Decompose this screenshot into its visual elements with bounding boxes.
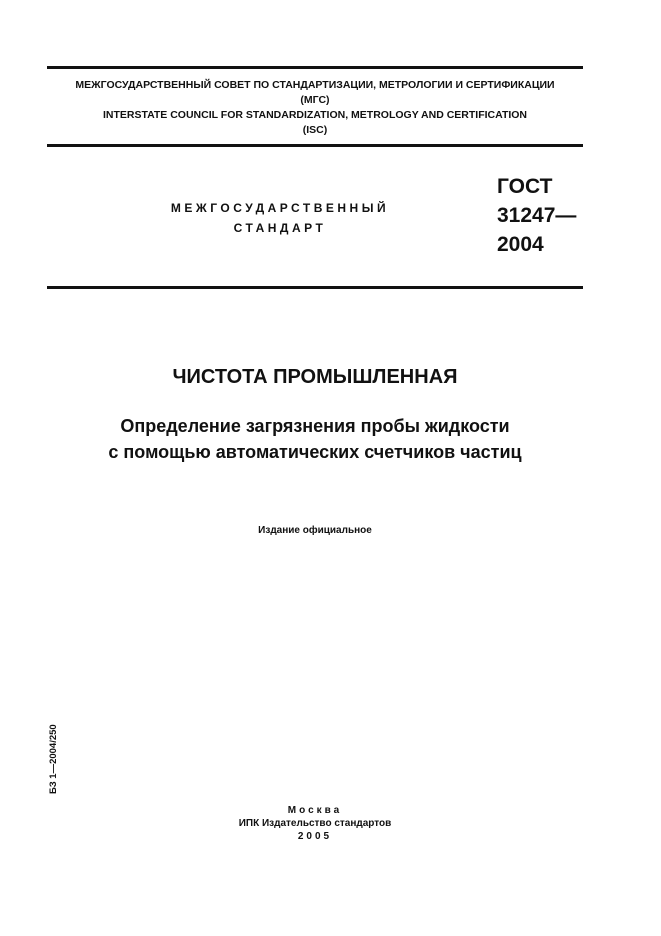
subtitle-line1: Определение загрязнения пробы жидкости xyxy=(120,416,510,436)
council-header xyxy=(47,78,583,138)
designation-prefix: ГОСТ xyxy=(497,175,553,198)
imprint xyxy=(47,804,583,843)
top-rule xyxy=(47,66,583,69)
designation-rule xyxy=(47,286,583,289)
standard-designation xyxy=(497,172,576,259)
council-name-ru: МЕЖГОСУДАРСТВЕННЫЙ СОВЕТ ПО СТАНДАРТИЗАЦИИ, МЕТРОЛОГИИ И СЕРТИФИКАЦИИ xyxy=(75,79,555,91)
imprint-publisher: ИПК Издательство стандартов xyxy=(238,818,392,829)
council-abbr-ru: (МГС) xyxy=(300,94,330,106)
standard-kind-line2: СТАНДАРТ xyxy=(233,221,327,235)
imprint-year: 2005 xyxy=(297,831,333,842)
side-code: БЗ 1—2004/250 xyxy=(48,724,59,794)
designation-year: 2004 xyxy=(497,233,544,256)
standard-kind xyxy=(110,198,450,238)
document-subtitle xyxy=(47,413,583,465)
edition-note: Издание официальное xyxy=(258,525,372,536)
imprint-city: Москва xyxy=(287,805,343,816)
standard-kind-line1: МЕЖГОСУДАРСТВЕННЫЙ xyxy=(170,201,390,215)
subtitle-line2: с помощью автоматических счетчиков частиц xyxy=(108,442,522,462)
header-rule xyxy=(47,144,583,147)
designation-number: 31247— xyxy=(497,204,577,227)
council-abbr-en: (ISC) xyxy=(302,124,328,136)
council-name-en: INTERSTATE COUNCIL FOR STANDARDIZATION, METROLOGY AND CERTIFICATION xyxy=(102,109,528,121)
document-title: ЧИСТОТА ПРОМЫШЛЕННАЯ xyxy=(172,366,458,388)
